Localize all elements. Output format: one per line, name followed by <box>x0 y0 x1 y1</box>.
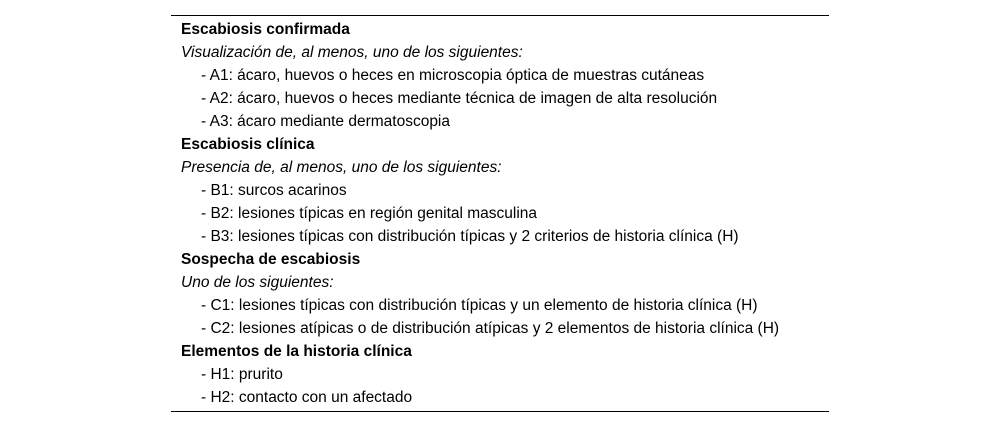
section-heading-suspected: Sospecha de escabiosis <box>181 251 361 268</box>
criterion-b3: - B3: lesiones típicas con distribución típicas y 2 criterios de historia clínica (H) <box>201 228 739 245</box>
section-intro-confirmed: Visualización de, al menos, uno de los siguientes: <box>181 44 523 61</box>
criterion-a3: - A3: ácaro mediante dermatoscopia <box>201 113 450 130</box>
criteria-table <box>171 15 829 412</box>
section-heading-clinical: Escabiosis clínica <box>181 136 315 153</box>
criterion-c2: - C2: lesiones atípicas o de distribución atípicas y 2 elementos de historia clínica (H) <box>201 320 780 337</box>
criterion-b2: - B2: lesiones típicas en región genital masculina <box>201 205 538 222</box>
section-intro-suspected: Uno de los siguientes: <box>181 274 334 291</box>
criteria-content <box>181 18 829 409</box>
criterion-c1: - C1: lesiones típicas con distribución típicas y un elemento de historia clínica (H) <box>201 297 758 314</box>
section-intro-clinical: Presencia de, al menos, uno de los siguientes: <box>181 159 502 176</box>
criterion-a2: - A2: ácaro, huevos o heces mediante técnica de imagen de alta resolución <box>201 90 718 107</box>
section-heading-confirmed: Escabiosis confirmada <box>181 21 350 38</box>
section-heading-history: Elementos de la historia clínica <box>181 343 412 360</box>
criterion-h1: - H1: prurito <box>201 366 283 383</box>
criterion-b1: - B1: surcos acarinos <box>201 182 347 199</box>
criterion-a1: - A1: ácaro, huevos o heces en microscopia óptica de muestras cutáneas <box>201 67 705 84</box>
criterion-h2: - H2: contacto con un afectado <box>201 389 413 406</box>
